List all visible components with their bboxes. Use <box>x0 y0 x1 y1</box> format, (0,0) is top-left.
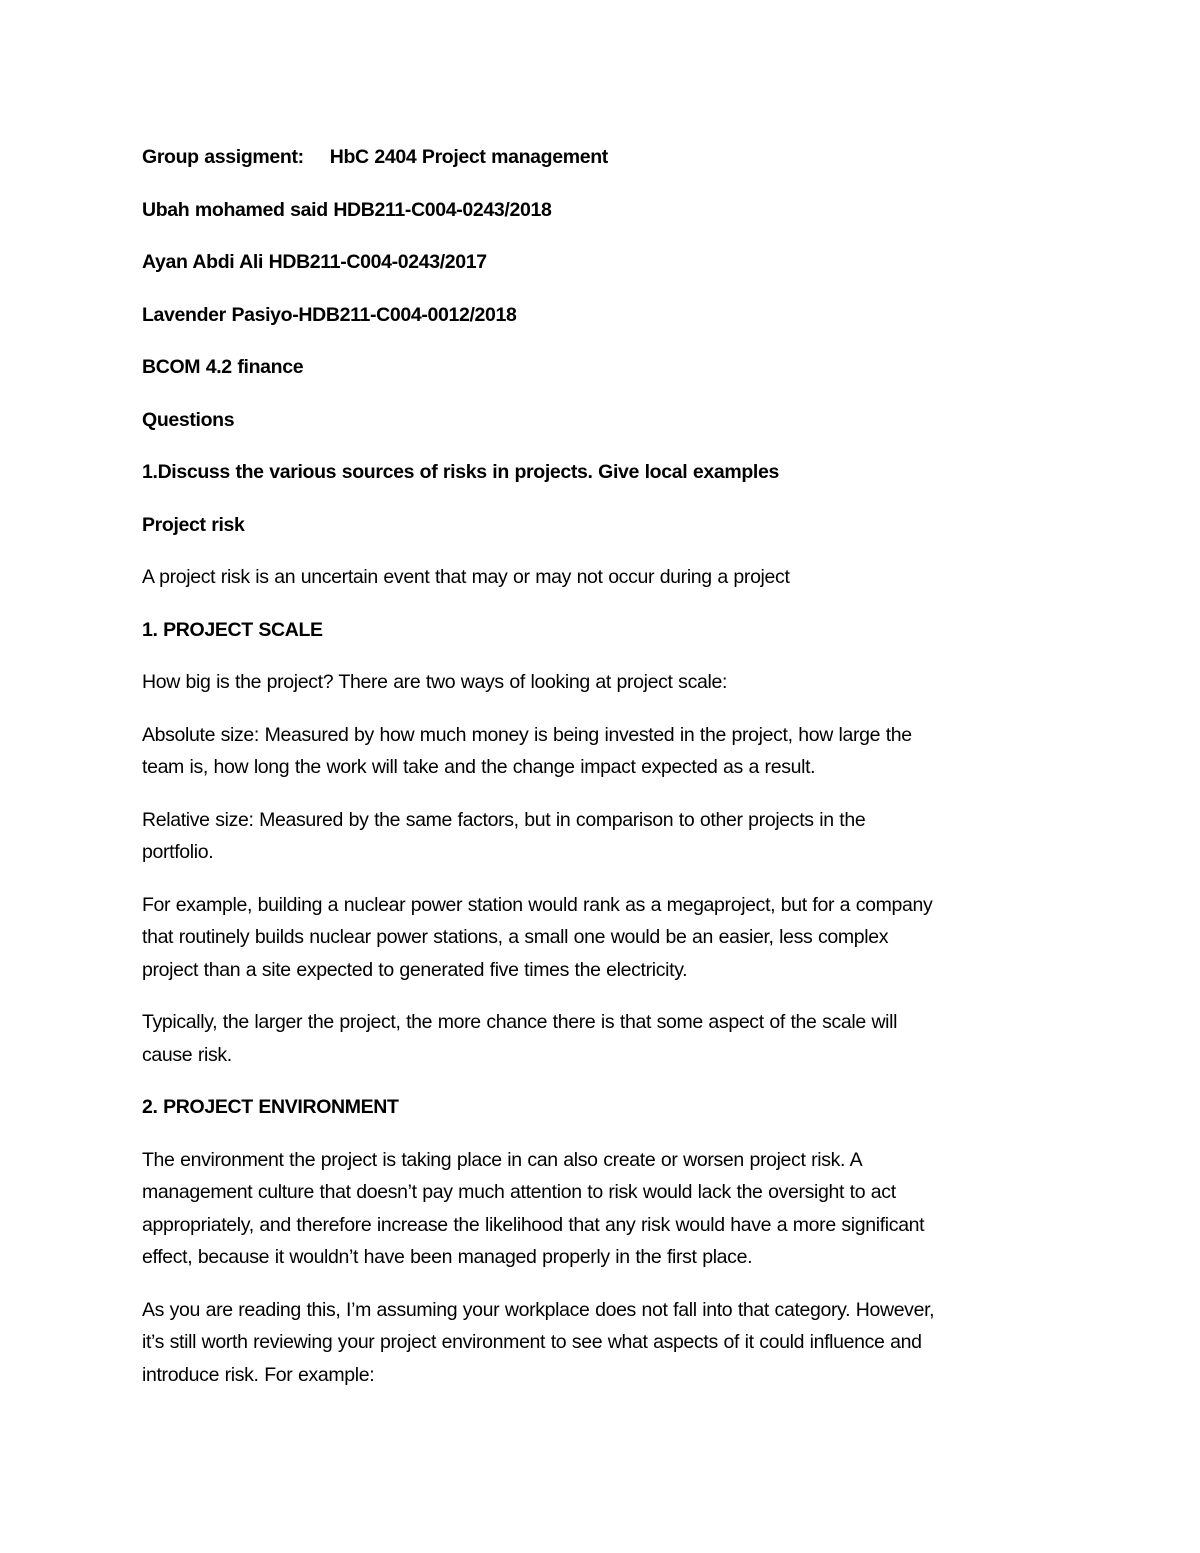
project-risk-heading: Project risk <box>142 513 245 536</box>
environment-paragraph-2 <box>142 1294 1057 1392</box>
assignment-label: Group assigment: <box>142 146 304 168</box>
paragraph-line: cause risk. <box>142 1043 232 1066</box>
document-body <box>142 141 1057 1391</box>
section-scale-heading: 1. PROJECT SCALE <box>142 618 323 641</box>
paragraph-line: that routinely builds nuclear power stations, a small one would be an easier, less complex <box>142 926 889 948</box>
paragraph-line: portfolio. <box>142 841 214 863</box>
paragraph-line: team is, how long the work will take and the change impact expected as a result. <box>142 756 816 778</box>
paragraph-line: As you are reading this, I’m assuming your workplace does not fall into that category. However, <box>142 1298 935 1321</box>
environment-paragraph-1 <box>142 1144 1057 1274</box>
paragraph-line: management culture that doesn’t pay much attention to risk would lack the oversight to act <box>142 1181 896 1203</box>
example-paragraph <box>142 889 1057 987</box>
paragraph-line: it’s still worth reviewing your project environment to see what aspects of it could influence and <box>142 1331 922 1353</box>
questions-heading: Questions <box>142 408 235 431</box>
paragraph-line: introduce risk. For example: <box>142 1363 375 1386</box>
section-environment-heading: 2. PROJECT ENVIRONMENT <box>142 1096 399 1118</box>
member-line: Ubah mohamed said HDB211-C004-0243/2018 <box>142 198 552 221</box>
absolute-size-paragraph <box>142 719 1057 784</box>
assignment-title-line <box>142 141 1057 174</box>
paragraph-line: Absolute size: Measured by how much money is being invested in the project, how large the <box>142 723 912 746</box>
typically-paragraph <box>142 1006 1057 1071</box>
paragraph-line: The environment the project is taking place in can also create or worsen project risk. A <box>142 1148 863 1171</box>
paragraph-line: Relative size: Measured by the same factors, but in comparison to other projects in the <box>142 808 866 831</box>
question-1: 1.Discuss the various sources of risks in projects. Give local examples <box>142 461 779 483</box>
member-line: Lavender Pasiyo-HDB211-C004-0012/2018 <box>142 303 517 326</box>
paragraph-line: appropriately, and therefore increase the likelihood that any risk would have a more significant <box>142 1213 925 1236</box>
paragraph-line: effect, because it wouldn’t have been managed properly in the first place. <box>142 1246 753 1268</box>
paragraph-line: Typically, the larger the project, the more chance there is that some aspect of the scale will <box>142 1011 898 1033</box>
relative-size-paragraph <box>142 804 1057 869</box>
course-title: HbC 2404 Project management <box>329 146 608 168</box>
paragraph-line: project than a site expected to generated five times the electricity. <box>142 958 688 981</box>
member-line: Ayan Abdi Ali HDB211-C004-0243/2017 <box>142 251 487 273</box>
program-line: BCOM 4.2 finance <box>142 356 304 378</box>
project-risk-definition: A project risk is an uncertain event that may or may not occur during a project <box>142 566 790 588</box>
paragraph-line: For example, building a nuclear power station would rank as a megaproject, but for a company <box>142 893 933 916</box>
scale-intro: How big is the project? There are two ways of looking at project scale: <box>142 671 728 693</box>
